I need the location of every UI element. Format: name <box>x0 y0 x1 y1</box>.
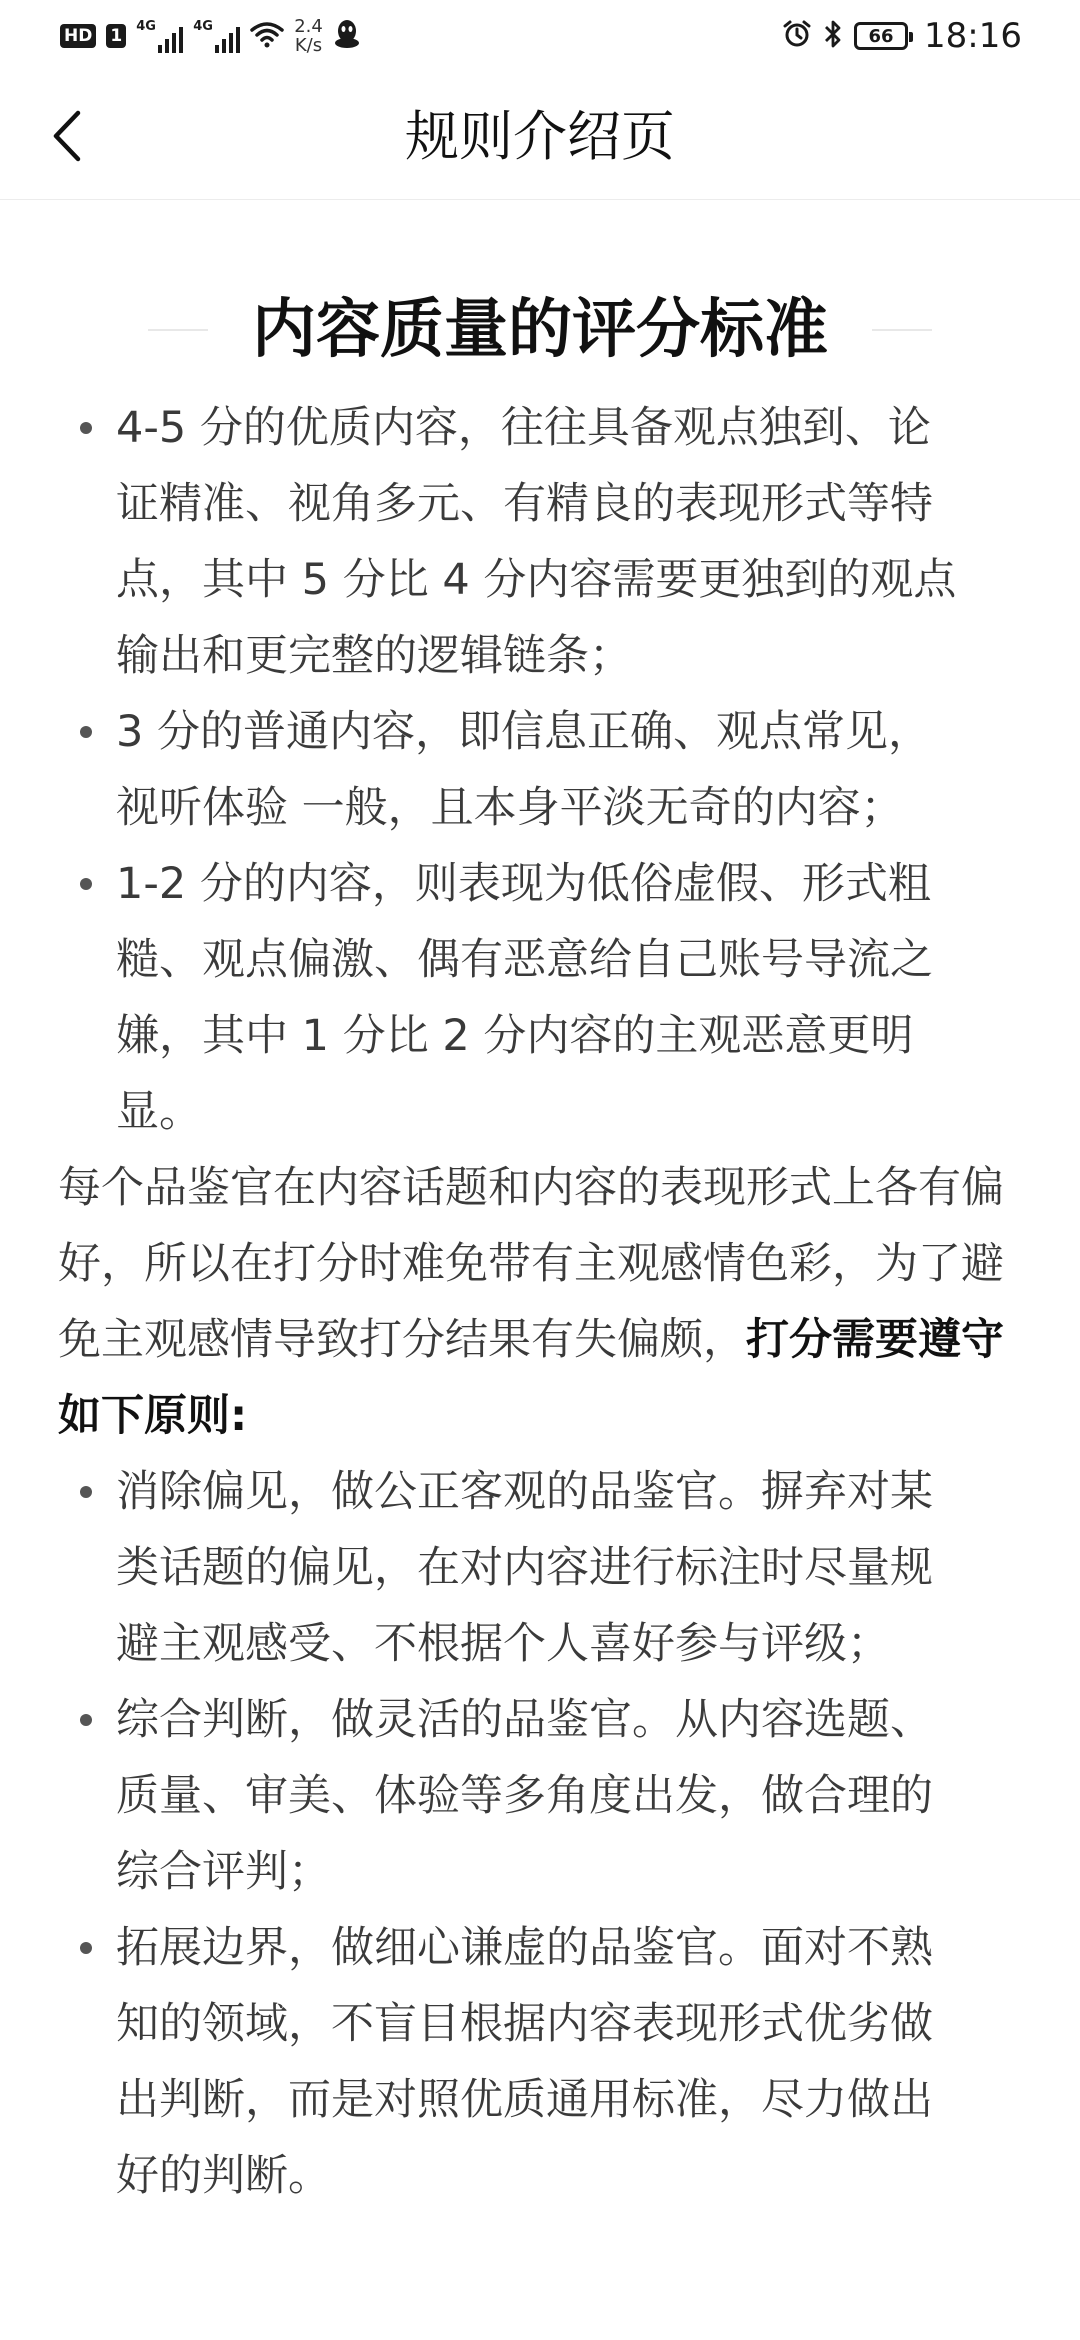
network-speed-unit: K/s <box>294 35 323 56</box>
network-type-label: 4G <box>136 19 156 34</box>
list-item: 综合判断，做灵活的品鉴官。从内容选题、质量、审美、体验等多角度出发，做合理的综合评判； <box>58 1682 1022 1910</box>
principles-list <box>0 1454 1022 2214</box>
nav-bar <box>0 72 1080 200</box>
score-rules-list <box>0 390 1022 1150</box>
intro-paragraph <box>0 1150 1080 1454</box>
status-left <box>60 17 361 55</box>
list-item: 拓展边界，做细心谦虚的品鉴官。面对不熟知的领域，不盲目根据内容表现形式优劣做出判断，而是对照优质通用标准，尽力做出好的判断。 <box>58 1910 1022 2214</box>
network-type-label-2: 4G <box>193 19 213 34</box>
signal-icon-2 <box>193 19 240 53</box>
network-speed-value: 2.4 <box>294 16 323 37</box>
status-bar <box>0 0 1080 72</box>
sim-badge: 1 <box>106 24 126 48</box>
section-header <box>0 270 1080 390</box>
battery-icon <box>854 22 908 50</box>
bluetooth-icon <box>822 19 844 53</box>
list-item: 4-5 分的优质内容，往往具备观点独到、论证精准、视角多元、有精良的表现形式等特点，其中 5 分比 4 分内容需要更独到的观点输出和更完整的逻辑链条； <box>58 390 1022 694</box>
intro-text: 每个品鉴官在内容话题和内容的表现形式上各有偏好，所以在打分时难免带有主观感情色彩，为了避免主观感情导致打分结果有失偏颇， <box>58 1163 1004 1365</box>
battery-level: 66 <box>868 25 894 47</box>
network-speed <box>294 17 323 55</box>
qq-icon <box>333 19 361 53</box>
divider-right <box>872 329 932 331</box>
intro-emphasis: 打分需要遵守如下原则: <box>58 1315 1004 1441</box>
signal-icon <box>136 19 183 53</box>
alarm-icon <box>782 19 812 53</box>
status-right <box>782 16 1022 56</box>
list-item: 消除偏见，做公正客观的品鉴官。摒弃对某类话题的偏见，在对内容进行标注时尽量规避主观感受、不根据个人喜好参与评级； <box>58 1454 1022 1682</box>
list-item: 3 分的普通内容，即信息正确、观点常见，视听体验 一般，且本身平淡无奇的内容； <box>58 694 1022 846</box>
rules-content <box>0 270 1080 2214</box>
section-title: 内容质量的评分标准 <box>252 293 828 367</box>
page-title: 规则介绍页 <box>405 105 675 168</box>
wifi-icon <box>250 20 284 52</box>
hd-badge: HD <box>60 24 96 48</box>
clock-time: 18:16 <box>924 16 1022 56</box>
divider-left <box>148 329 208 331</box>
list-item: 1-2 分的内容，则表现为低俗虚假、形式粗糙、观点偏激、偶有恶意给自己账号导流之嫌，其中 1 分比 2 分内容的主观恶意更明显。 <box>58 846 1022 1150</box>
